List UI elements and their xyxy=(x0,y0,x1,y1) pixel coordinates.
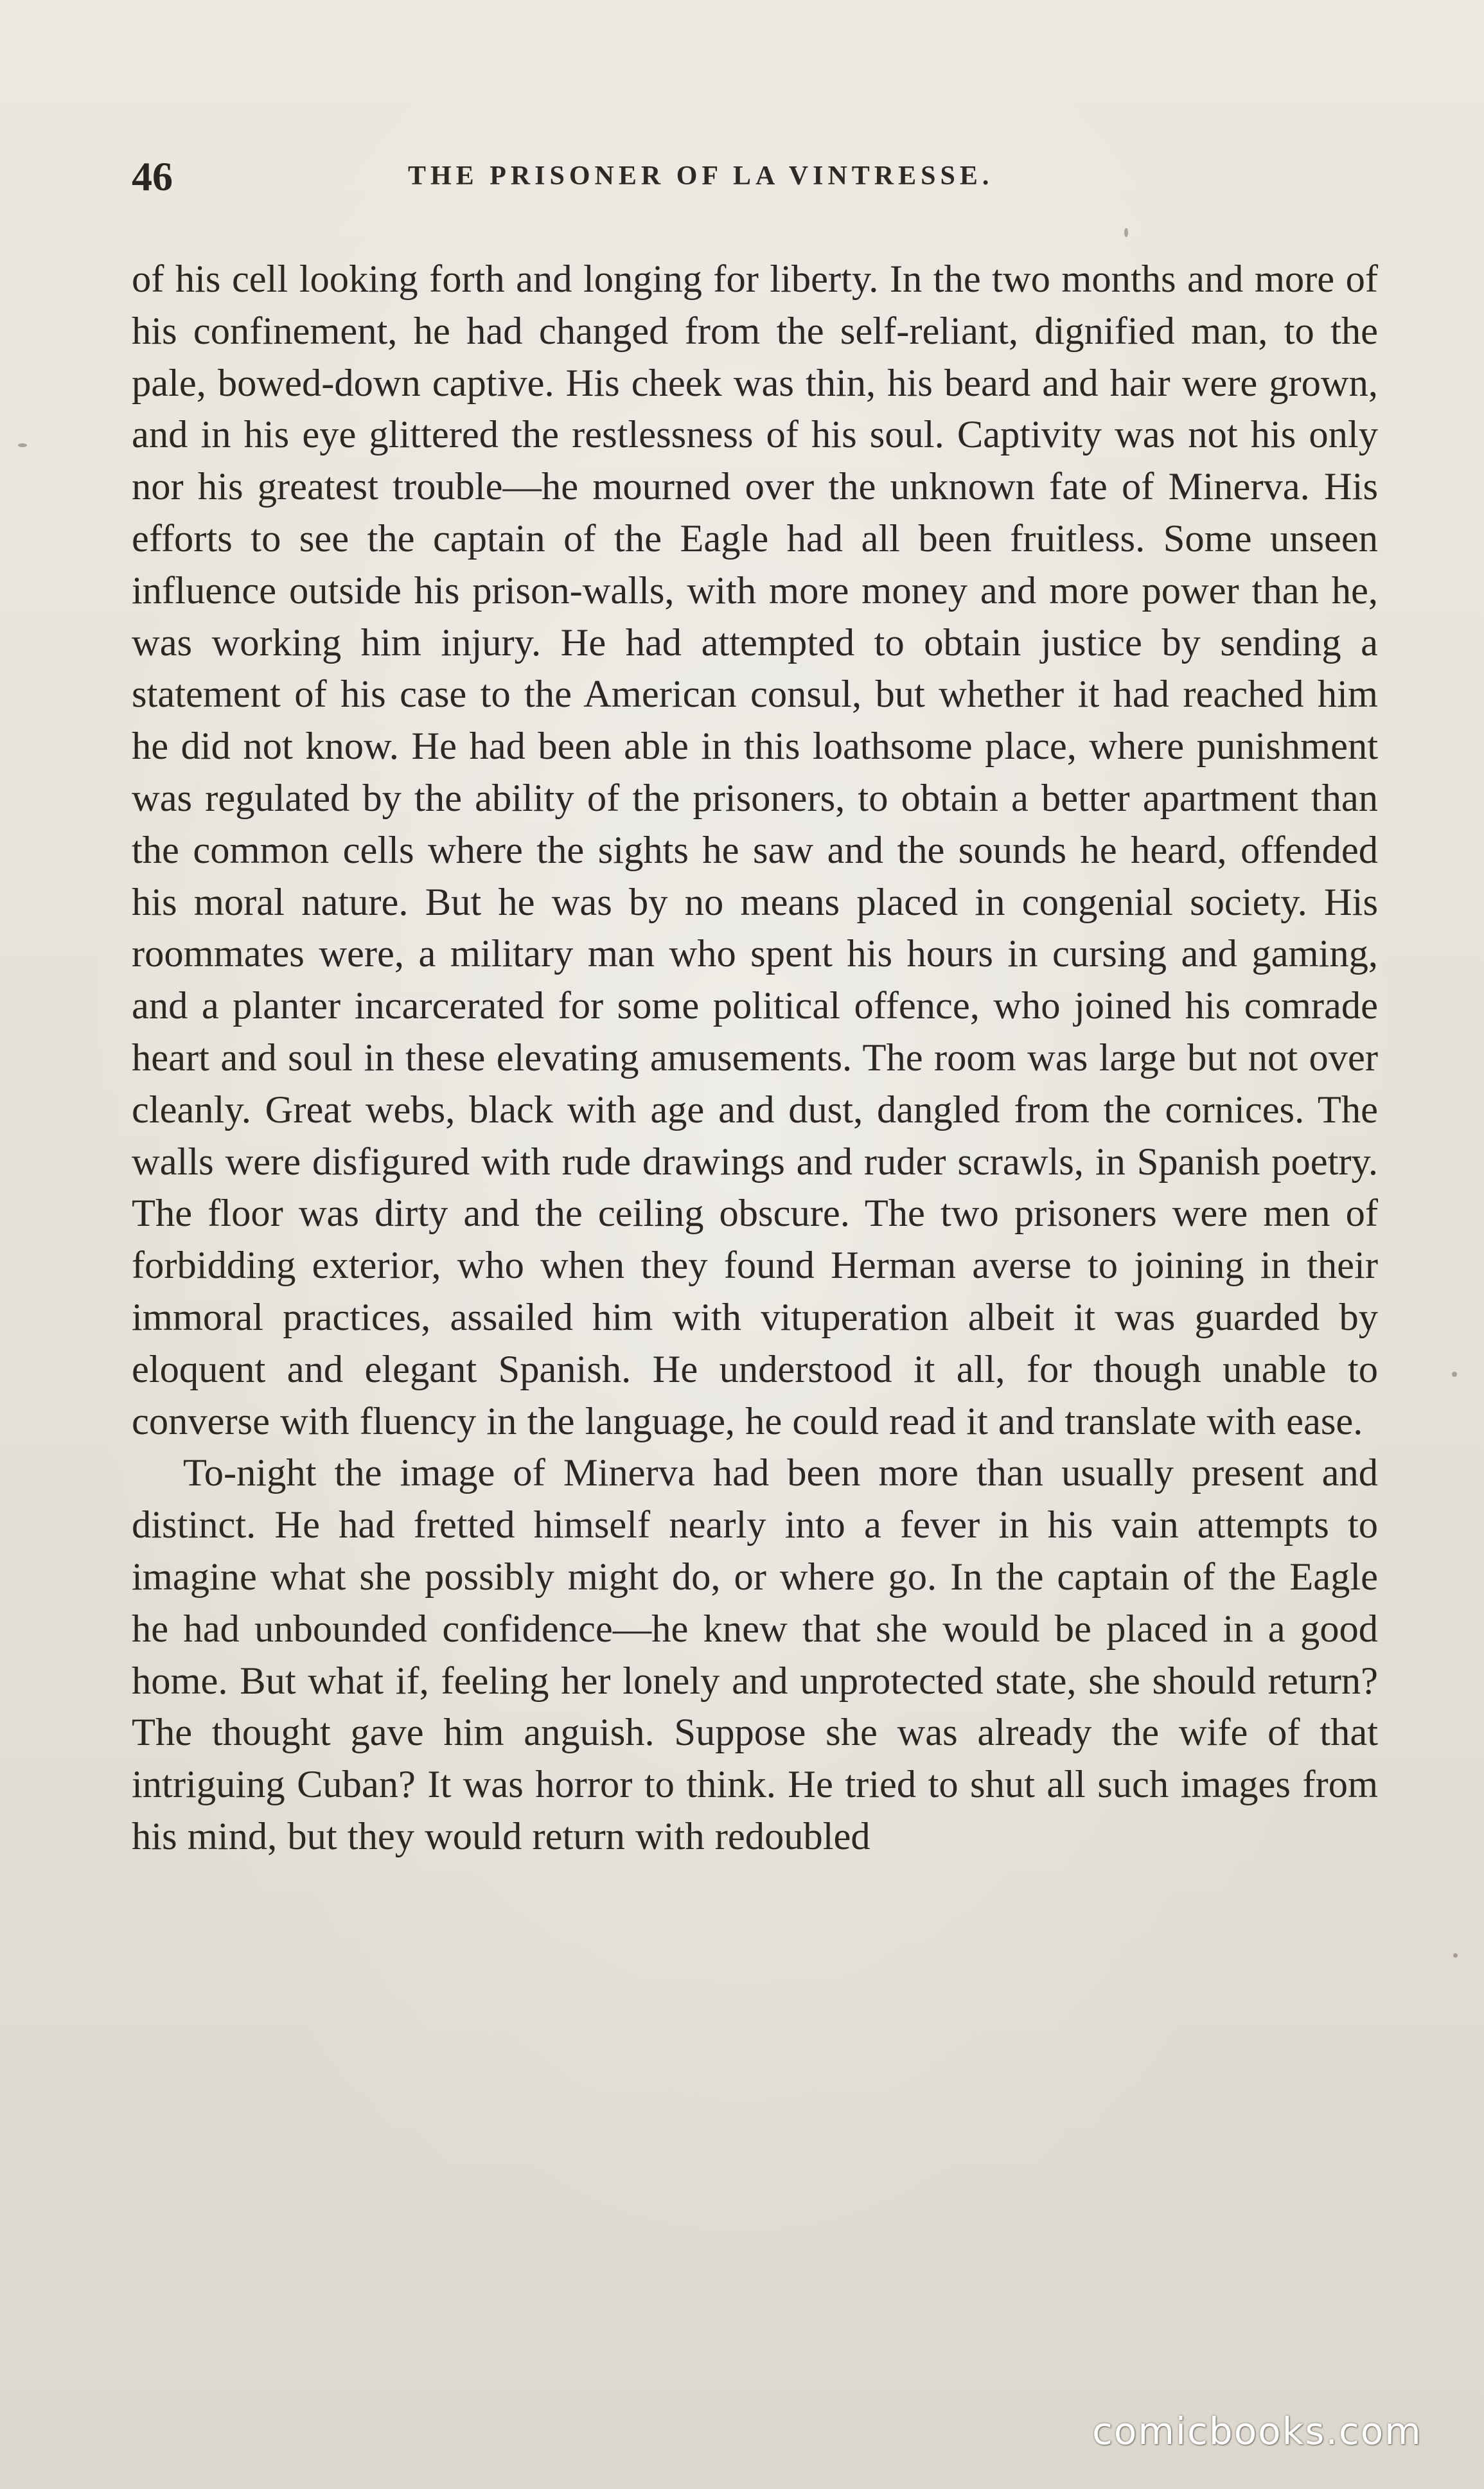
ink-speck xyxy=(1124,228,1128,237)
watermark-logo: comicbooks.com xyxy=(1092,2409,1422,2453)
paragraph-continued: of his cell looking forth and longing for liberty. In the two months and more of his confinement, he had changed from the self-reliant, dignified man, to the pale, bowed-down captive. His cheek was thin, his beard and hair were grown, and in his eye glittered the restlessness of his soul. Captivity was not his only nor his greatest trouble—he mourned over the unknown fate of Minerva. His efforts to see the captain of the Eagle had all been fruitless. Some unseen influence outside his prison-walls, with more money and more power than he, was working him injury. He had attempted to obtain justice by sending a statement of his case to the American consul, but whether it had reached him he did not know. He had been able in this loathsome place, where punishment was regulated by the ability of the prisoners, to obtain a better apartment than the common cells where the sights he saw and the sounds he heard, offended his moral nature. But he was by no means placed in congenial society. His roommates were, a military man who spent his hours in cursing and gaming, and a planter incarcerated for some political offence, who joined his comrade heart and soul in these elevating amusements. The room was large but not over cleanly. Great webs, black with age and dust, dangled from the cornices. The walls were disfigured with rude drawings and ruder scrawls, in Spanish poetry. The floor was dirty and the ceiling obscure. The two prisoners were men of forbidding exterior, who when they found Herman averse to joining in their immoral practices, assailed him with vituperation albeit it was guarded by eloquent and elegant Spanish. He understood it all, for though unable to converse with fluency in the language, he could read it and translate with ease. xyxy=(132,258,1378,1443)
ink-speck xyxy=(1452,1372,1457,1377)
running-title: THE PRISONER OF LA VINTRESSE. xyxy=(408,161,994,191)
ink-speck xyxy=(1453,1953,1458,1958)
ink-speck xyxy=(18,443,27,447)
paragraph-to-night: To-night the image of Minerva had been more than usually present and distinct. He had fretted himself nearly into a fever in his vain attempts to imagine what she possibly might do, or where go. In the captain of the Eagle he had unbounded confidence—he knew that she would be placed in a good home. But what if, feeling her lonely and unprotected state, she should return? The thought gave him anguish. Suppose she was already the wife of that intriguing Cuban? It was horror to think. He tried to shut all such images from his mind, but they would return with redoubled xyxy=(132,1451,1378,1858)
page-number: 46 xyxy=(132,154,173,199)
body-text xyxy=(132,254,1378,1863)
running-head xyxy=(132,153,1391,211)
